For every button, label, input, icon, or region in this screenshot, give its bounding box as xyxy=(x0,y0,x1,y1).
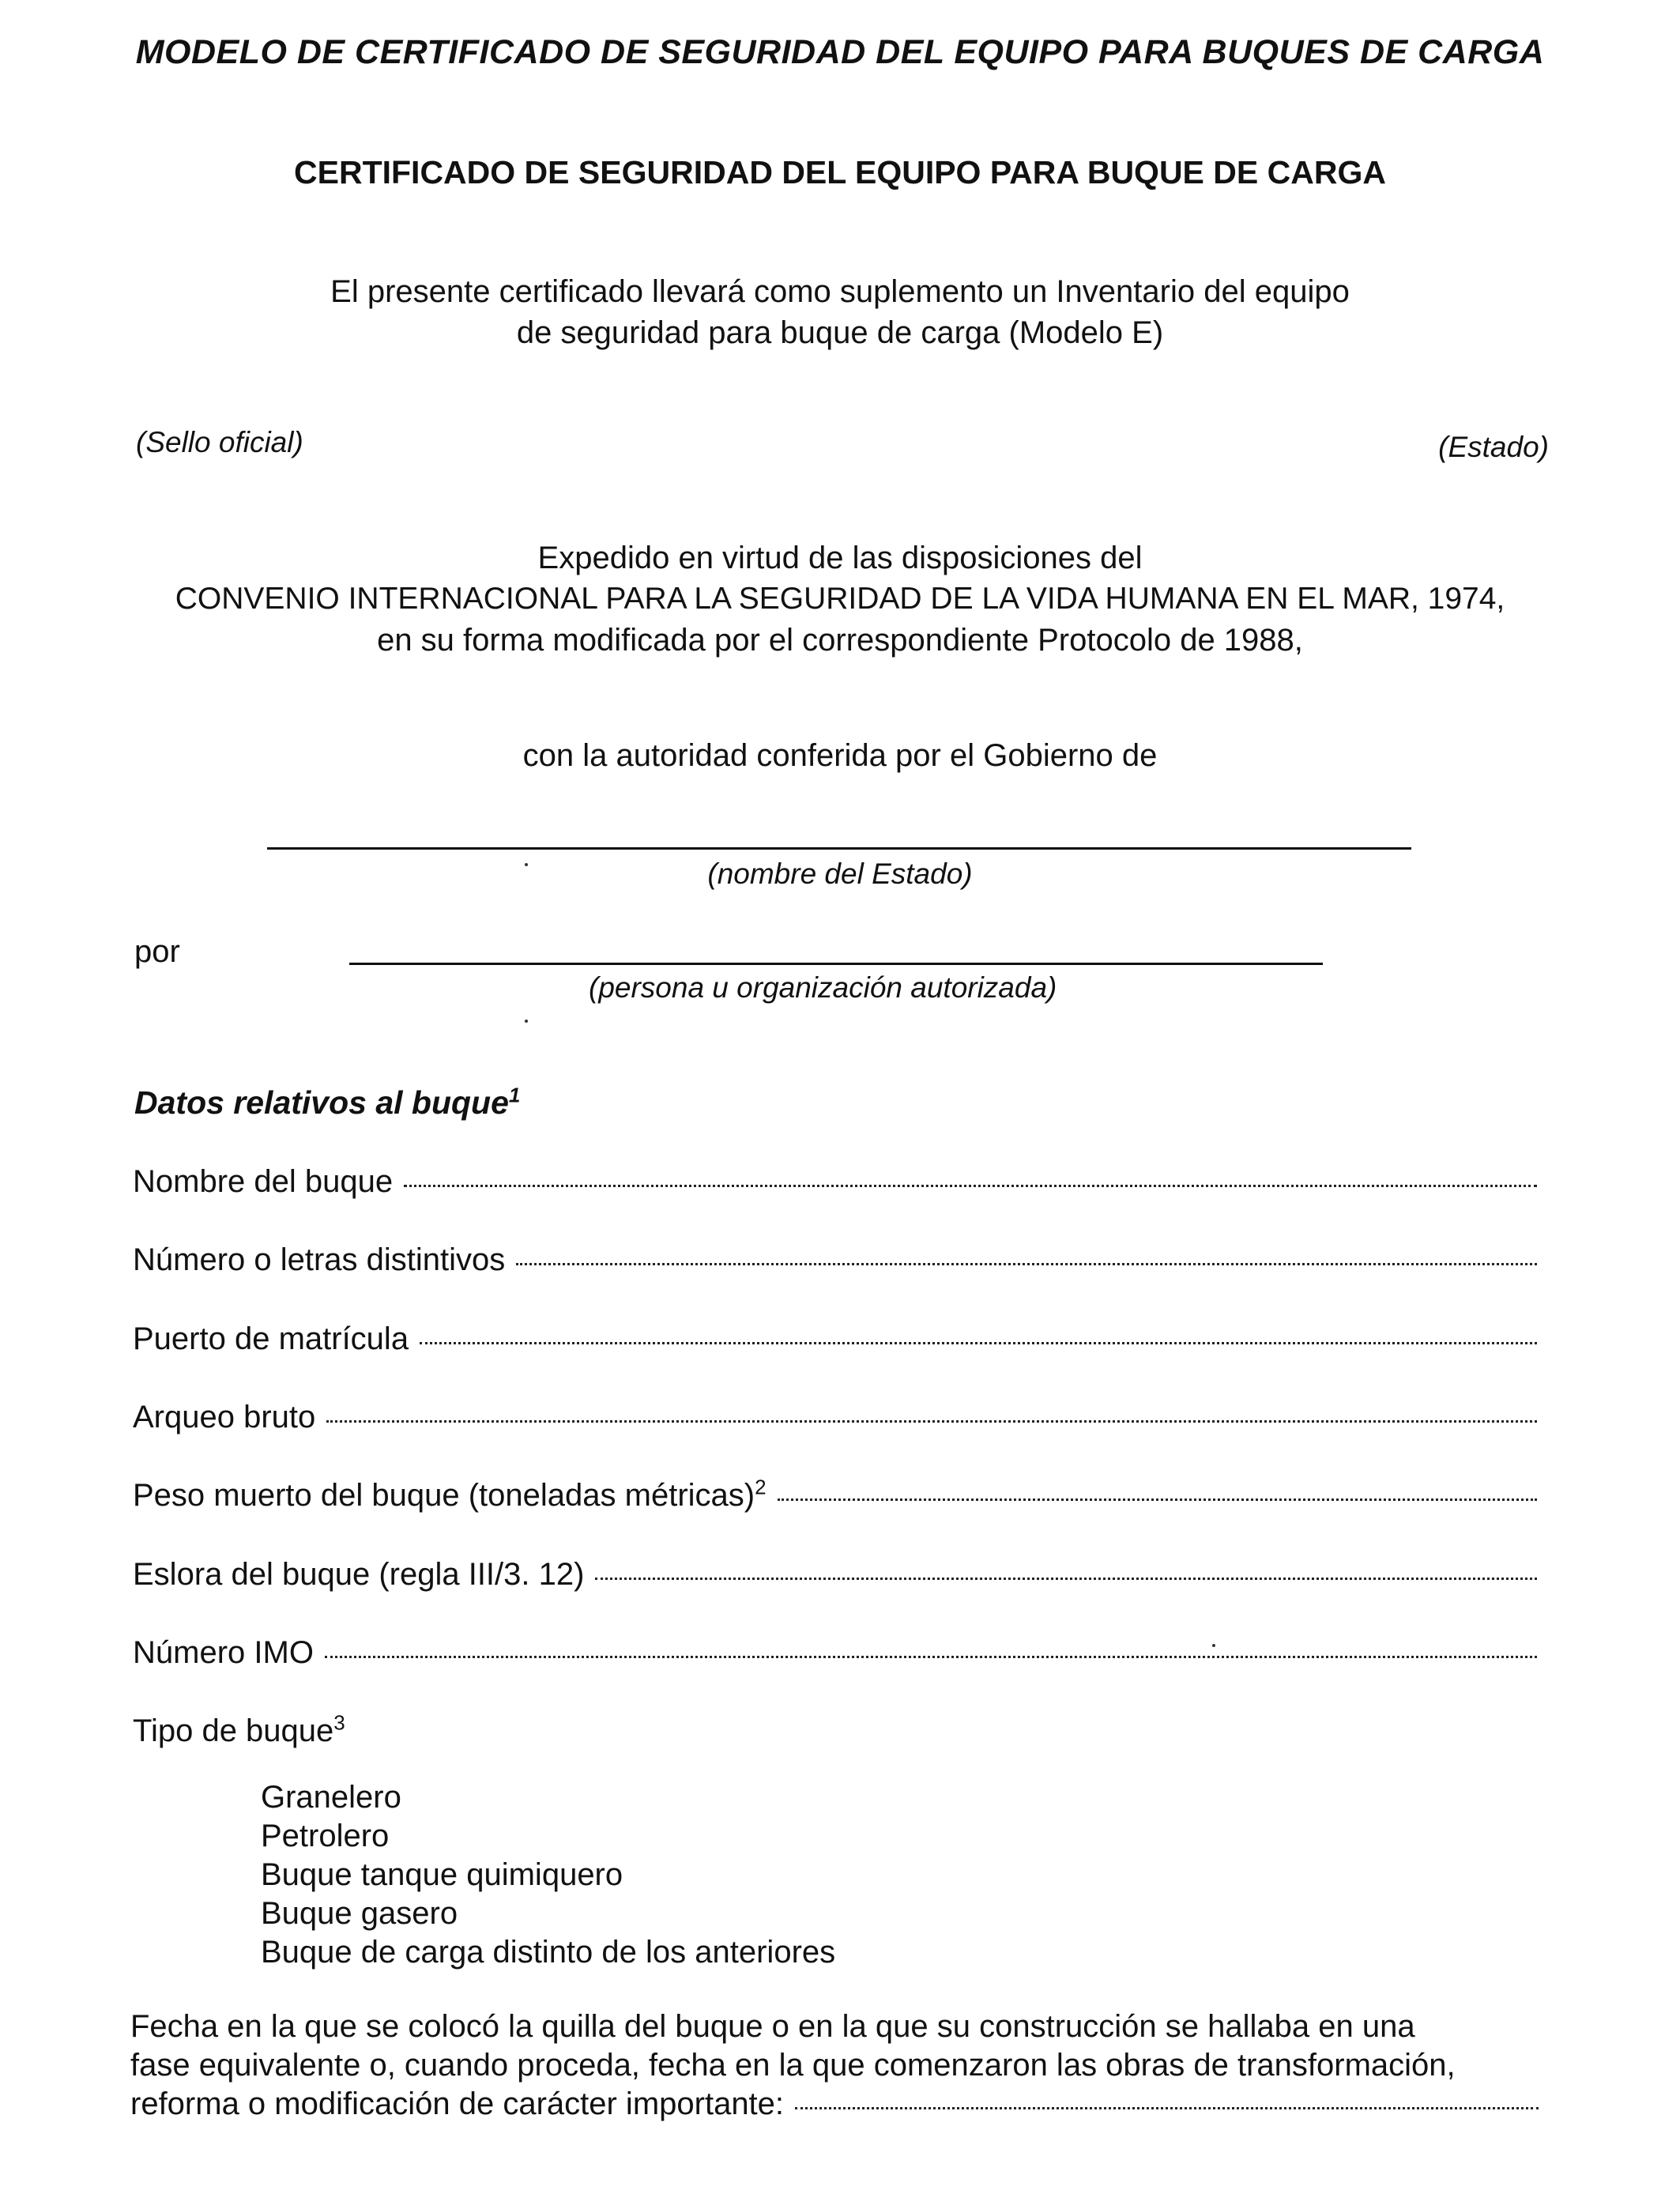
ship-type-label xyxy=(133,1710,345,1749)
field-port-of-registry-blank xyxy=(420,1342,1537,1344)
field-gross-tonnage-label: Arqueo bruto xyxy=(133,1400,316,1434)
field-deadweight xyxy=(133,1475,1537,1514)
supplement-line-1: El presente certificado llevará como suplemento un Inventario del equipo xyxy=(330,274,1350,309)
scan-speck xyxy=(525,863,528,866)
keel-line-1: Fecha en la que se colocó la quilla del buque o en la que su construcción se hallaba en una xyxy=(130,2009,1415,2044)
ship-type-label-text: Tipo de buque xyxy=(133,1713,334,1748)
field-gross-tonnage-blank xyxy=(326,1420,1537,1423)
field-deadweight-label xyxy=(133,1475,767,1514)
authorized-person-line xyxy=(349,963,1323,965)
model-title: MODELO DE CERTIFICADO DE SEGURIDAD DEL EQUIPO PARA BUQUES DE CARGA xyxy=(135,33,1545,71)
field-ship-length xyxy=(133,1557,1537,1593)
keel-line-3 xyxy=(130,2085,1539,2124)
field-distinctive-number-label: Número o letras distintivos xyxy=(133,1242,506,1277)
state-label: (Estado) xyxy=(1438,431,1549,463)
issued-line-1: Expedido en virtud de las disposiciones del xyxy=(537,541,1143,575)
keel-line-2: fase equivalente o, cuando proceda, fecha en la que comenzaron las obras de transformación, xyxy=(130,2048,1456,2083)
ship-type-list xyxy=(261,1778,835,1972)
ship-type-option: Granelero xyxy=(261,1780,401,1815)
por-label: por xyxy=(134,934,180,969)
ship-data-heading-text: Datos relativos al buque xyxy=(134,1084,509,1121)
footnote-marker-1: 1 xyxy=(508,1083,521,1107)
keel-date-paragraph xyxy=(130,2007,1539,2124)
field-deadweight-blank xyxy=(778,1498,1537,1501)
field-ship-length-label: Eslora del buque (regla III/3. 12) xyxy=(133,1557,585,1592)
ship-type-option: Buque tanque quimiquero xyxy=(261,1857,623,1892)
protocol-line: en su forma modificada por el correspondiente Protocolo de 1988, xyxy=(377,623,1303,658)
ship-type-option: Buque de carga distinto de los anteriores xyxy=(261,1935,836,1970)
keel-date-blank xyxy=(795,2107,1539,2109)
field-imo-number xyxy=(133,1635,1537,1671)
field-ship-name-label: Nombre del buque xyxy=(133,1164,394,1199)
certificate-title: CERTIFICADO DE SEGURIDAD DEL EQUIPO PARA BUQUE DE CARGA xyxy=(294,154,1386,190)
official-seal-label: (Sello oficial) xyxy=(136,426,303,458)
field-port-of-registry-label: Puerto de matrícula xyxy=(133,1321,409,1356)
ship-type-option: Petrolero xyxy=(261,1819,390,1853)
field-imo-number-blank xyxy=(325,1656,1537,1658)
field-deadweight-text: Peso muerto del buque (toneladas métricas) xyxy=(133,1478,755,1513)
field-ship-length-blank xyxy=(595,1578,1537,1580)
field-gross-tonnage xyxy=(133,1400,1537,1435)
field-port-of-registry xyxy=(133,1321,1537,1357)
field-ship-name-blank xyxy=(404,1185,1537,1187)
footnote-marker-2: 2 xyxy=(755,1475,767,1499)
supplement-line-2: de seguridad para buque de carga (Modelo E) xyxy=(516,315,1164,350)
field-distinctive-number xyxy=(133,1242,1537,1278)
authority-line: con la autoridad conferida por el Gobierno de xyxy=(522,738,1158,773)
state-name-caption: (nombre del Estado) xyxy=(707,858,973,890)
field-distinctive-number-blank xyxy=(516,1263,1537,1265)
field-ship-name xyxy=(133,1164,1537,1200)
footnote-marker-3: 3 xyxy=(333,1710,345,1735)
state-name-line xyxy=(267,847,1411,850)
scan-speck xyxy=(525,1020,528,1023)
convention-name: CONVENIO INTERNACIONAL PARA LA SEGURIDAD DE LA VIDA HUMANA EN EL MAR, 1974, xyxy=(175,582,1505,616)
ship-data-heading xyxy=(134,1084,520,1122)
authorized-person-caption: (persona u organización autorizada) xyxy=(589,971,1057,1004)
keel-line-3-text: reforma o modificación de carácter importante: xyxy=(130,2087,785,2121)
ship-type-option: Buque gasero xyxy=(261,1896,458,1931)
field-imo-number-label: Número IMO xyxy=(133,1635,314,1670)
scan-speck xyxy=(1212,1644,1215,1647)
